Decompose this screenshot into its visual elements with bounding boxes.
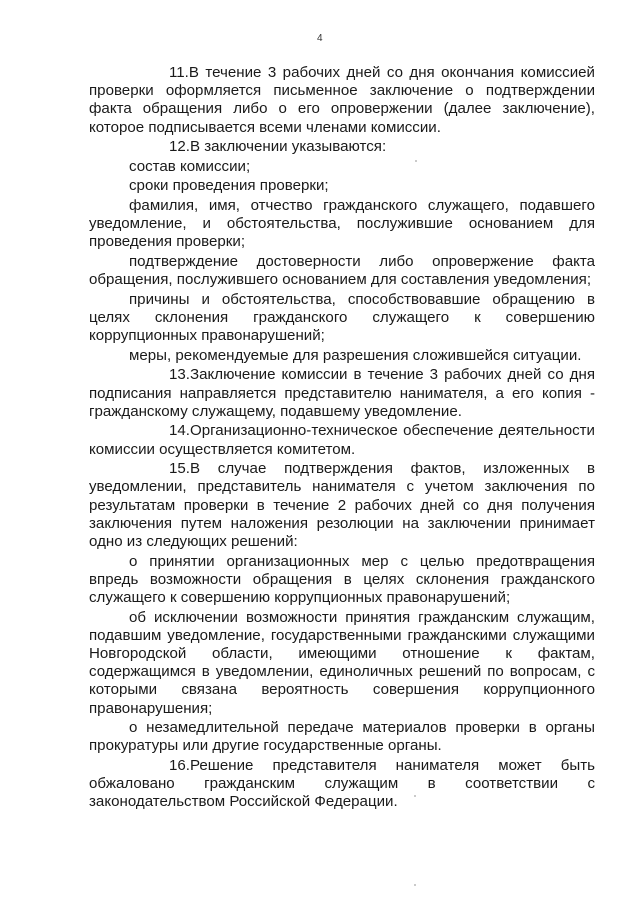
paragraph-13 [89, 366, 595, 421]
paragraph-text: Решение представителя нанимателя может быть обжаловано гражданским служащим в соответствии с законодательством Российской Федерации. [89, 756, 595, 811]
paragraph-15 [89, 460, 595, 551]
paragraph-text: В случае подтверждения фактов, изложенных в уведомлении, представитель нанимателя с учетом заключения по результатам проверки в течение 2 рабочих дней со дня получения заключения путем наложения резолюции на заключении принимает одно из следующих решений: [89, 460, 595, 550]
paragraph-16 [89, 757, 595, 812]
list-item-exclusion: об исключении возможности принятия гражданским служащим, подавшим уведомление, государственными гражданскими служащими Новгородской области, имеющими отношение к фактам, содержащимся в уведомлении, единоличных решений по вопросам, с которыми связана вероятность совершения коррупционного правонарушения; [89, 608, 595, 717]
list-item-employee-details: фамилия, имя, отчество гражданского служащего, подавшего уведомление, и обстоятельства, послужившие основанием для проведения проверки; [89, 196, 595, 251]
list-item-check-period: сроки проведения проверки; [129, 177, 329, 195]
paragraph-11 [89, 64, 595, 137]
paragraph-text: Организационно-техническое обеспечение деятельности комиссии осуществляется комитетом. [89, 422, 595, 458]
list-item-measures: меры, рекомендуемые для разрешения сложившейся ситуации. [129, 346, 582, 364]
paragraph-text: В течение 3 рабочих дней со дня окончания комиссией проверки оформляется письменное заключение о подтверждении факта обращения либо о его опровержении (далее заключение), которое подписывается всеми членами комиссии. [89, 64, 595, 136]
list-item-transfer-materials: о незамедлительной передаче материалов проверки в органы прокуратуры или другие государственные органы. [89, 719, 595, 755]
paragraph-14 [89, 422, 595, 458]
paragraph-number: 15. [169, 460, 190, 478]
scan-speck [414, 884, 416, 886]
list-item-confirmation: подтверждение достоверности либо опровержение факта обращения, послужившего основанием для составления уведомления; [89, 252, 595, 289]
document-body [89, 64, 595, 812]
paragraph-12 [89, 138, 595, 156]
scan-speck [414, 795, 416, 797]
paragraph-number: 16. [169, 756, 190, 774]
paragraph-number: 12. [169, 138, 190, 156]
list-item-commission-composition: состав комиссии; [129, 157, 251, 175]
list-item-organizational-measures: о принятии организационных мер с целью предотвращения впредь возможности обращения в целях склонения гражданского служащего к совершению коррупционных правонарушений; [89, 552, 595, 606]
paragraph-text: В заключении указываются: [189, 138, 387, 156]
page-number: 4 [316, 33, 324, 44]
paragraph-number: 13. [169, 366, 190, 384]
scan-speck [415, 160, 417, 162]
paragraph-number: 14. [169, 422, 190, 440]
paragraph-text: Заключение комиссии в течение 3 рабочих дней со дня подписания направляется представителю нанимателя, а его копия - гражданскому служащему, подавшему уведомление. [89, 366, 595, 420]
list-item-causes: причины и обстоятельства, способствовавшие обращению в целях склонения гражданского служащего к совершению коррупционных правонарушений; [89, 290, 595, 345]
paragraph-number: 11. [169, 64, 189, 81]
